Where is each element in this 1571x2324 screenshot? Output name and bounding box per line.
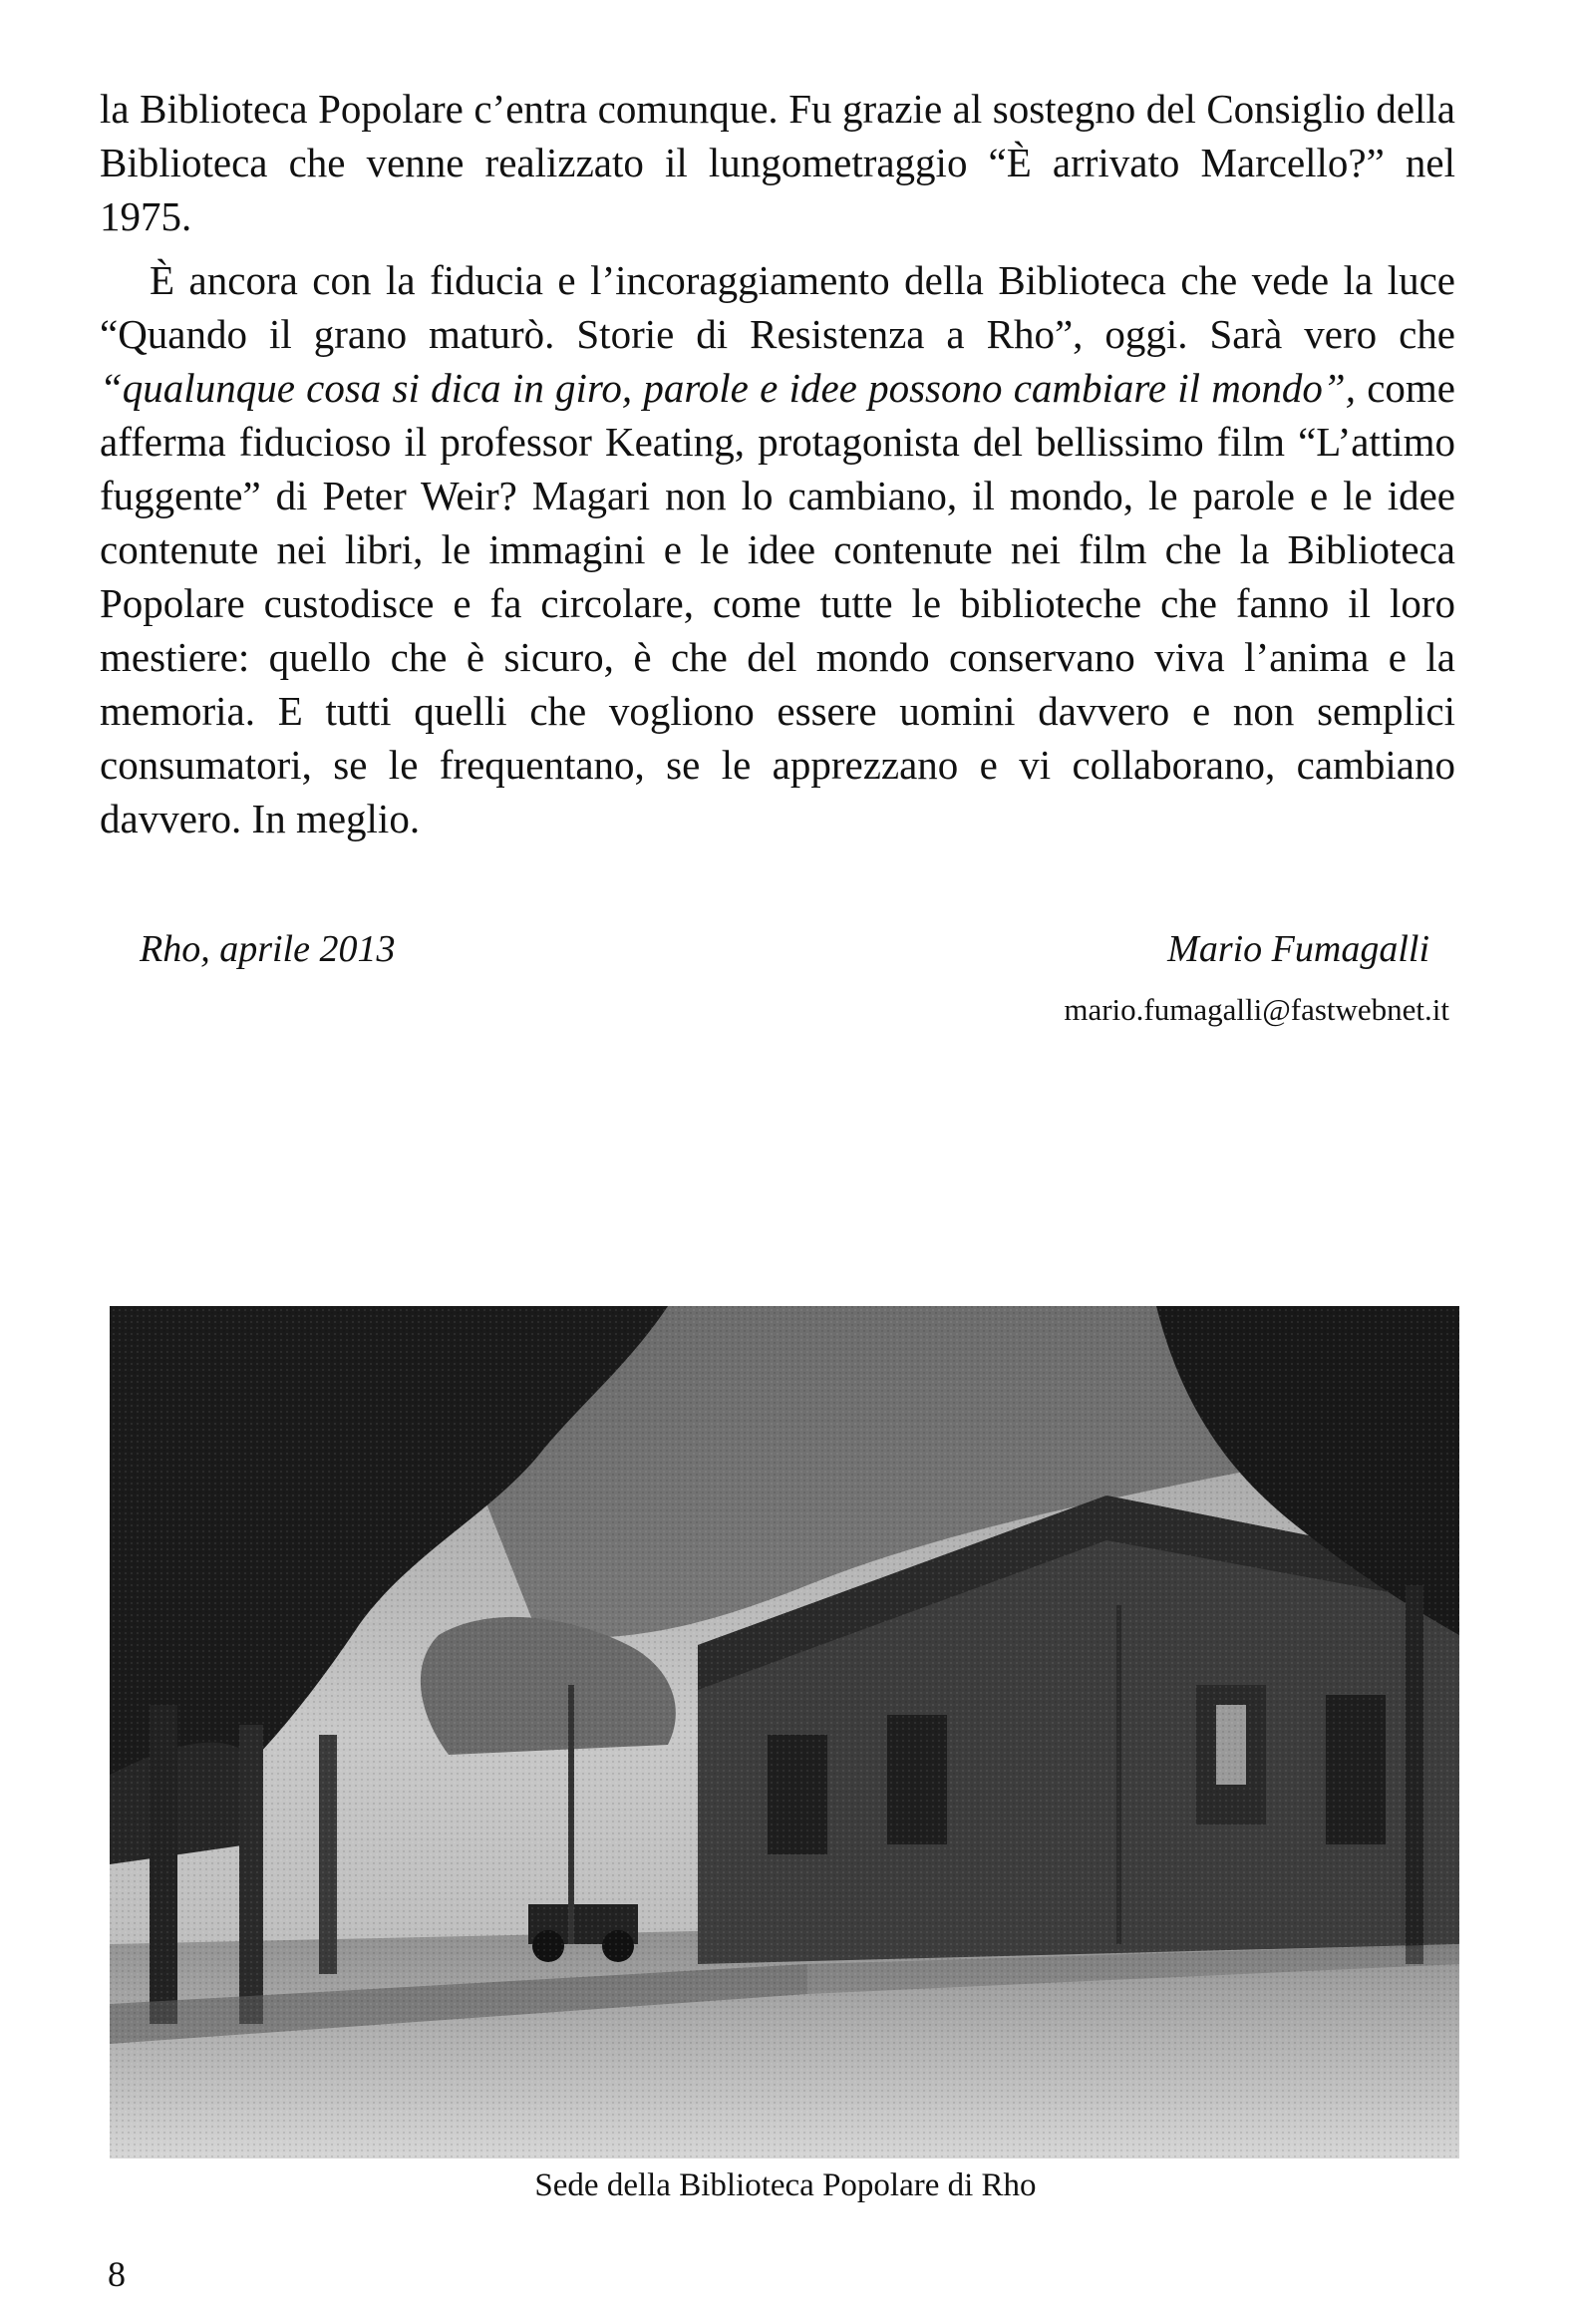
paragraph-1: la Biblioteca Popolare c’entra comunque. Fu grazie al sostegno del Consiglio della Biblioteca che venne realizzato il lungometraggio “È arrivato Marcello?” nel 1975. <box>100 86 1455 239</box>
body-text <box>100 82 1455 845</box>
signature-row <box>140 927 1445 983</box>
author-name: Mario Fumagalli <box>1167 928 1429 970</box>
library-photo-illustration <box>110 1306 1459 2158</box>
paragraph-2 <box>100 253 1455 845</box>
photo-caption: Sede della Biblioteca Popolare di Rho <box>534 2167 1037 2203</box>
author-email: mario.fumagalli@fastwebnet.it <box>1064 992 1449 1027</box>
paragraph-2-part-a: È ancora con la fiducia e l’incoraggiamento della Biblioteca che vede la luce “Quando il grano maturò. Storie di Resistenza a Rho”, oggi. Sarà vero che <box>100 257 1455 357</box>
paragraph-2-part-b: come afferma fiducioso il professor Keating, protagonista del bellissimo film “L’attimo fuggente” di Peter Weir? Magari non lo cambiano, il mondo, le parole e le idee contenute nei libri, le immagini e le idee contenute nei film che la Biblioteca Popolare custodisce e fa circolare, come tutte le biblioteche che fanno il loro mestiere: quello che è sicuro, è che del mondo conservano viva l’anima e la memoria. E tutti quelli che vogliono essere uomini davvero e non semplici consumatori, se le frequentano, se le apprezzano e vi collaborano, cambiano davvero. In meglio. <box>100 365 1455 841</box>
keating-quote: “qualunque cosa si dica in giro, parole e idee possono cambiare il mondo”, <box>100 365 1356 411</box>
place-date: Rho, aprile 2013 <box>140 928 396 970</box>
library-photo <box>110 1306 1459 2158</box>
page-number: 8 <box>108 2254 126 2294</box>
